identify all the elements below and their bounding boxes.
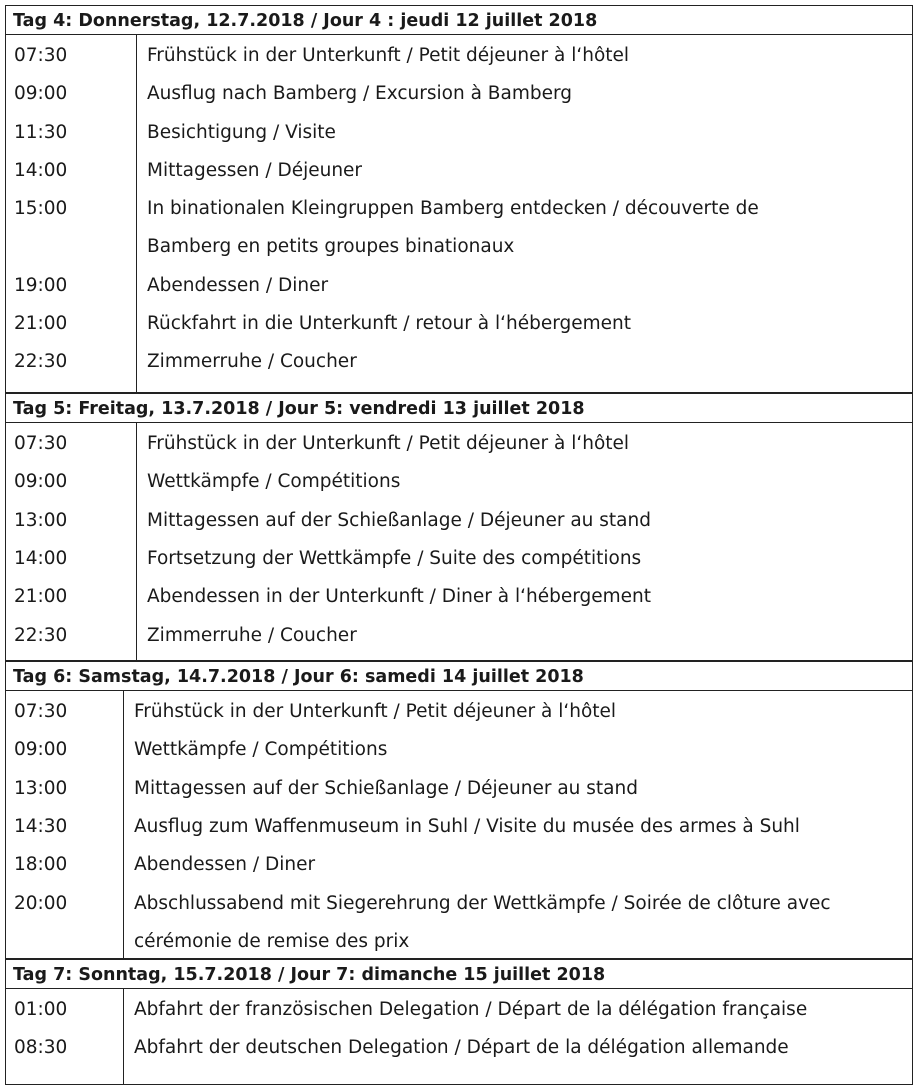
time-cell: 20:00 (14, 892, 68, 914)
time-cell: 07:30 (14, 701, 68, 722)
schedule-row (6, 305, 912, 343)
time-cell: 22:30 (14, 624, 68, 646)
activity-text: Frühstück in der Unterkunft / Petit déjeuner à l‘hôtel (147, 433, 630, 454)
schedule-row (6, 846, 912, 884)
activity-text: cérémonie de remise des prix (134, 930, 410, 952)
time-cell: 15:00 (14, 198, 68, 220)
schedule-row (6, 114, 912, 152)
schedule-row (6, 770, 912, 808)
activity-text: In binationalen Kleingruppen Bamberg entdecken / découverte de (147, 198, 759, 220)
schedule-row (6, 808, 912, 846)
schedule-row (6, 991, 912, 1029)
activity-text: Ausflug zum Waffenmuseum in Suhl / Visite du musée des armes à Suhl (134, 815, 800, 837)
time-cell: 13:00 (14, 777, 68, 799)
day-schedule-table (5, 691, 913, 959)
time-cell: 07:30 (14, 433, 68, 454)
schedule-row (6, 37, 912, 75)
schedule-row (6, 693, 912, 731)
schedule-row (6, 152, 912, 190)
time-cell: 09:00 (14, 739, 68, 761)
activity-text: Fortsetzung der Wettkämpfe / Suite des compétitions (147, 547, 642, 569)
day-schedule-table (5, 989, 913, 1085)
activity-text: Mittagessen auf der Schießanlage / Déjeuner au stand (134, 777, 638, 799)
activity-text: Frühstück in der Unterkunft / Petit déjeuner à l‘hôtel (147, 45, 630, 66)
time-cell: 14:00 (14, 159, 68, 181)
time-cell: 09:00 (14, 83, 68, 105)
time-cell: 21:00 (14, 313, 68, 335)
activity-text: Zimmerruhe / Coucher (147, 351, 357, 373)
time-cell: 14:30 (14, 815, 68, 837)
activity-text: Abfahrt der französischen Delegation / Départ de la délégation française (134, 999, 808, 1020)
schedule-row (6, 578, 912, 616)
time-cell: 19:00 (14, 274, 68, 296)
activity-text: Zimmerruhe / Coucher (147, 624, 357, 646)
activity-text: Abendessen / Diner (147, 274, 329, 296)
schedule-row (6, 731, 912, 769)
activity-text: Abfahrt der deutschen Delegation / Départ de la délégation allemande (134, 1037, 789, 1059)
activity-text: Besichtigung / Visite (147, 121, 336, 143)
time-cell: 21:00 (14, 586, 68, 608)
day-header: Tag 6: Samstag, 14.7.2018 / Jour 6: samedi 14 juillet 2018 (5, 661, 913, 691)
time-cell: 11:30 (14, 121, 68, 143)
day-header: Tag 4: Donnerstag, 12.7.2018 / Jour 4 : jeudi 12 juillet 2018 (5, 5, 913, 35)
activity-text: Frühstück in der Unterkunft / Petit déjeuner à l‘hôtel (134, 701, 617, 722)
day-header: Tag 5: Freitag, 13.7.2018 / Jour 5: vendredi 13 juillet 2018 (5, 393, 913, 423)
time-cell: 18:00 (14, 854, 68, 876)
activity-text: Ausflug nach Bamberg / Excursion à Bamberg (147, 83, 572, 105)
time-cell: 08:30 (14, 1037, 68, 1059)
schedule-row (6, 425, 912, 463)
time-cell: 01:00 (14, 999, 68, 1020)
schedule-row (6, 885, 912, 962)
activity-text: Rückfahrt in die Unterkunft / retour à l‘hébergement (147, 313, 631, 335)
time-cell: 22:30 (14, 351, 68, 373)
time-cell: 07:30 (14, 45, 68, 66)
schedule-row (6, 502, 912, 540)
schedule-row (6, 267, 912, 305)
activity-text: Mittagessen auf der Schießanlage / Déjeuner au stand (147, 509, 651, 531)
day-schedule-table (5, 423, 913, 661)
time-cell: 09:00 (14, 471, 68, 493)
activity-text: Wettkämpfe / Compétitions (147, 471, 401, 493)
activity-text: Mittagessen / Déjeuner (147, 159, 363, 181)
schedule-row (6, 75, 912, 113)
time-cell: 13:00 (14, 509, 68, 531)
schedule-row (6, 540, 912, 578)
schedule-row (6, 463, 912, 501)
schedule-row (6, 617, 912, 655)
activity-text: Abschlussabend mit Siegerehrung der Wettkämpfe / Soirée de clôture avec (134, 892, 831, 914)
activity-text: Abendessen / Diner (134, 854, 316, 876)
day-schedule-table (5, 35, 913, 393)
time-cell: 14:00 (14, 547, 68, 569)
day-header: Tag 7: Sonntag, 15.7.2018 / Jour 7: dimanche 15 juillet 2018 (5, 959, 913, 989)
schedule-row (6, 343, 912, 381)
activity-text: Wettkämpfe / Compétitions (134, 739, 388, 761)
activity-text: Bamberg en petits groupes binationaux (147, 236, 515, 258)
activity-text: Abendessen in der Unterkunft / Diner à l‘hébergement (147, 586, 652, 608)
schedule-row (6, 190, 912, 267)
schedule-row (6, 1029, 912, 1067)
